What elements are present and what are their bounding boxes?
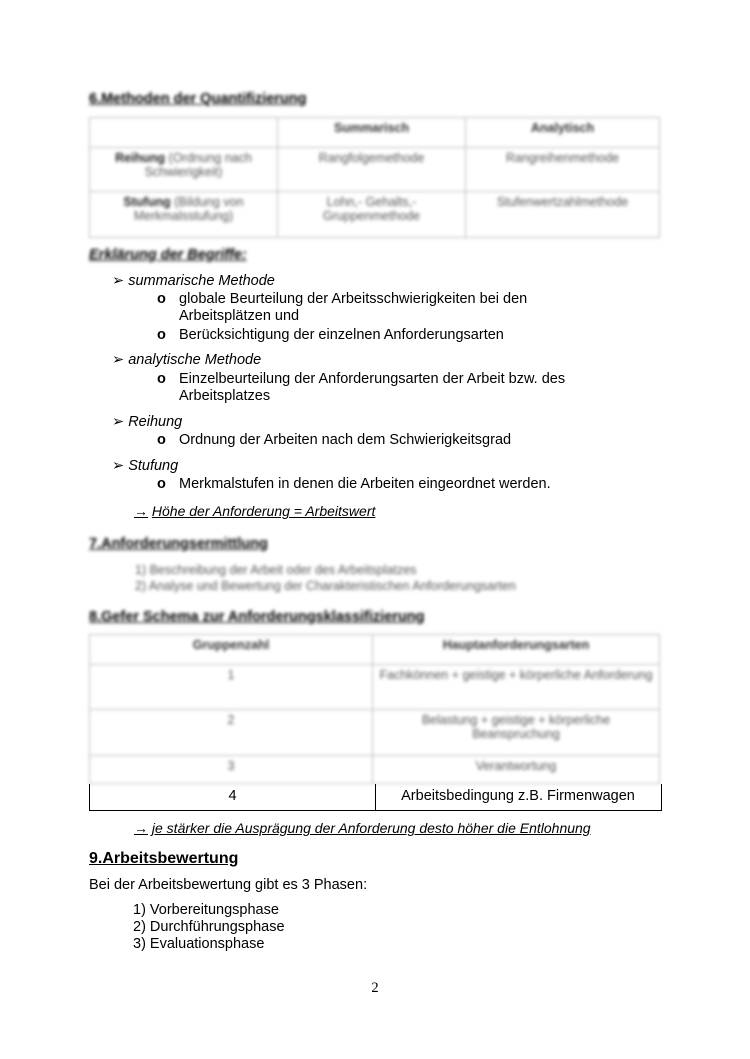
- list-item: 2) Durchführungsphase: [133, 919, 285, 935]
- page-number: 2: [371, 980, 379, 996]
- methods-header-analytisch: Analytisch: [466, 118, 660, 148]
- circle-bullet-icon: o: [157, 327, 166, 343]
- section-9-intro: Bei der Arbeitsbewertung gibt es 3 Phasen:: [89, 877, 368, 893]
- cell-gruppe: 4: [228, 788, 237, 804]
- right-arrow-icon: →: [134, 503, 148, 519]
- table-row: [90, 192, 660, 238]
- arrowhead-bullet-icon: ➢: [112, 352, 125, 368]
- methods-table: [89, 117, 660, 238]
- section-9-heading: 9.Arbeitsbewertung: [89, 850, 239, 867]
- cell-analytisch: Rangreihenmethode: [466, 148, 660, 192]
- gefer-table: [89, 634, 660, 784]
- arrowhead-bullet-icon: ➢: [112, 273, 125, 289]
- list-item: ➢ summarische Methode: [112, 273, 275, 289]
- section-7-heading: 7.Anforderungsermittlung: [89, 536, 268, 552]
- cell-gruppe: 3: [90, 756, 373, 784]
- table-row: [89, 784, 662, 811]
- list-item: ➢ Stufung: [112, 458, 179, 474]
- list-item: 2) Analyse und Bewertung der Charakteristischen Anforderungsarten: [135, 579, 516, 593]
- cell-summarisch: Lohn,- Gehalts,- Gruppenmethode: [278, 192, 466, 238]
- methods-header-summarisch: Summarisch: [278, 118, 466, 148]
- circle-bullet-icon: o: [157, 432, 166, 448]
- circle-bullet-icon: o: [157, 476, 166, 492]
- arrowhead-bullet-icon: ➢: [112, 414, 125, 430]
- list-item: 1) Beschreibung der Arbeit oder des Arbeitsplatzes: [135, 563, 417, 577]
- cell-summarisch: Rangfolgemethode: [278, 148, 466, 192]
- cell-gruppe: 2: [90, 710, 373, 756]
- methods-table-corner: [90, 118, 278, 148]
- right-arrow-icon: →: [134, 820, 148, 836]
- list-item: 3) Evaluationsphase: [133, 936, 265, 952]
- conclusion-line: → je stärker die Ausprägung der Anforderung desto höher die Entlohnung: [134, 820, 591, 836]
- table-row: [90, 756, 660, 784]
- cell-analytisch: Stufenwertzahlmethode: [466, 192, 660, 238]
- cell-anforderung: Arbeitsbedingung z.B. Firmenwagen: [401, 788, 635, 804]
- gefer-header-hauptanforderungsarten: Hauptanforderungsarten: [373, 635, 660, 665]
- erklaerung-heading: Erklärung der Begriffe:: [89, 247, 247, 263]
- circle-bullet-icon: o: [157, 291, 166, 307]
- section-6-heading: 6.Methoden der Quantifizierung: [89, 91, 307, 107]
- arrowhead-bullet-icon: ➢: [112, 458, 125, 474]
- cell-gruppe: 1: [90, 665, 373, 710]
- cell-anforderung: Fachkönnen + geistige + körperliche Anforderung: [373, 665, 660, 710]
- cell-anforderung: Belastung + geistige + körperliche Beanspruchung: [373, 710, 660, 756]
- list-item: 1) Vorbereitungsphase: [133, 902, 279, 918]
- table-row: [90, 710, 660, 756]
- table-row: [90, 665, 660, 710]
- gefer-header-gruppenzahl: Gruppenzahl: [90, 635, 373, 665]
- row-label: Stufung (Bildung von Merkmalsstufung): [90, 192, 278, 238]
- section-8-heading: 8.Gefer Schema zur Anforderungsklassifizierung: [89, 609, 425, 625]
- circle-bullet-icon: o: [157, 371, 166, 387]
- cell-anforderung: Verantwortung: [373, 756, 660, 784]
- list-item: ➢ analytische Methode: [112, 352, 262, 368]
- document-page: 6.Methoden der Quantifizierung Summarisch Analytisch Reihung (Ordnung nach Schwierigkeit) Rangfolgemethode Rangreihenmethode Stufung (Bildung von Merkmalsstufung) Lohn,- Gehalts,- Gruppenmethode Stufenwertzahlmethode Erklärung der Begriffe: ➢ summarische Methode o globale Beurteilung der Arbeitsschwierigkeiten bei den Arbeitsplätzen und o Berücksichtigung der einzelnen Anforderungsarten ➢ analytische Methode o Einzelbeurteilung der Anforderungsarten der Arbeit bzw. des Arbeitsplatzes ➢ Reihung o Ordnung der Arbeiten nach dem Schwierigkeitsgrad ➢ Stufung o Merkmalstufen in denen die Arbeiten eingeordnet werden. → Höhe der Anforderung = Arbeitswert 7.Anforderungsermittlung 1) Beschreibung der Arbeit oder des Arbeitsplatzes 2) Analyse und Bewertung der Charakteristischen Anforderungsarten 8.Gefer Schema zur Anforderungsklassifizierung Gruppenzahl Hauptanforderungsarten 1 Fachkönnen + geistige + körperliche Anforderung 2 Belastung + geistige + körperliche Beanspruchung 3 Verantwortung 4 Arbeitsbedingung z.B. Firmenwagen → je stärker die Ausprägung der Anforderung desto höher die Entlohnung 9.Arbeitsbewertung Bei der Arbeitsbewertung gibt es 3 Phasen: 1) Vorbereitungsphase 2) Durchführungsphase 3) Evaluationsphase 2: [0, 0, 750, 1059]
- row-label: Reihung (Ordnung nach Schwierigkeit): [90, 148, 278, 192]
- list-item: ➢ Reihung: [112, 414, 183, 430]
- table-row: [90, 148, 660, 192]
- conclusion-line: → Höhe der Anforderung = Arbeitswert: [134, 503, 376, 519]
